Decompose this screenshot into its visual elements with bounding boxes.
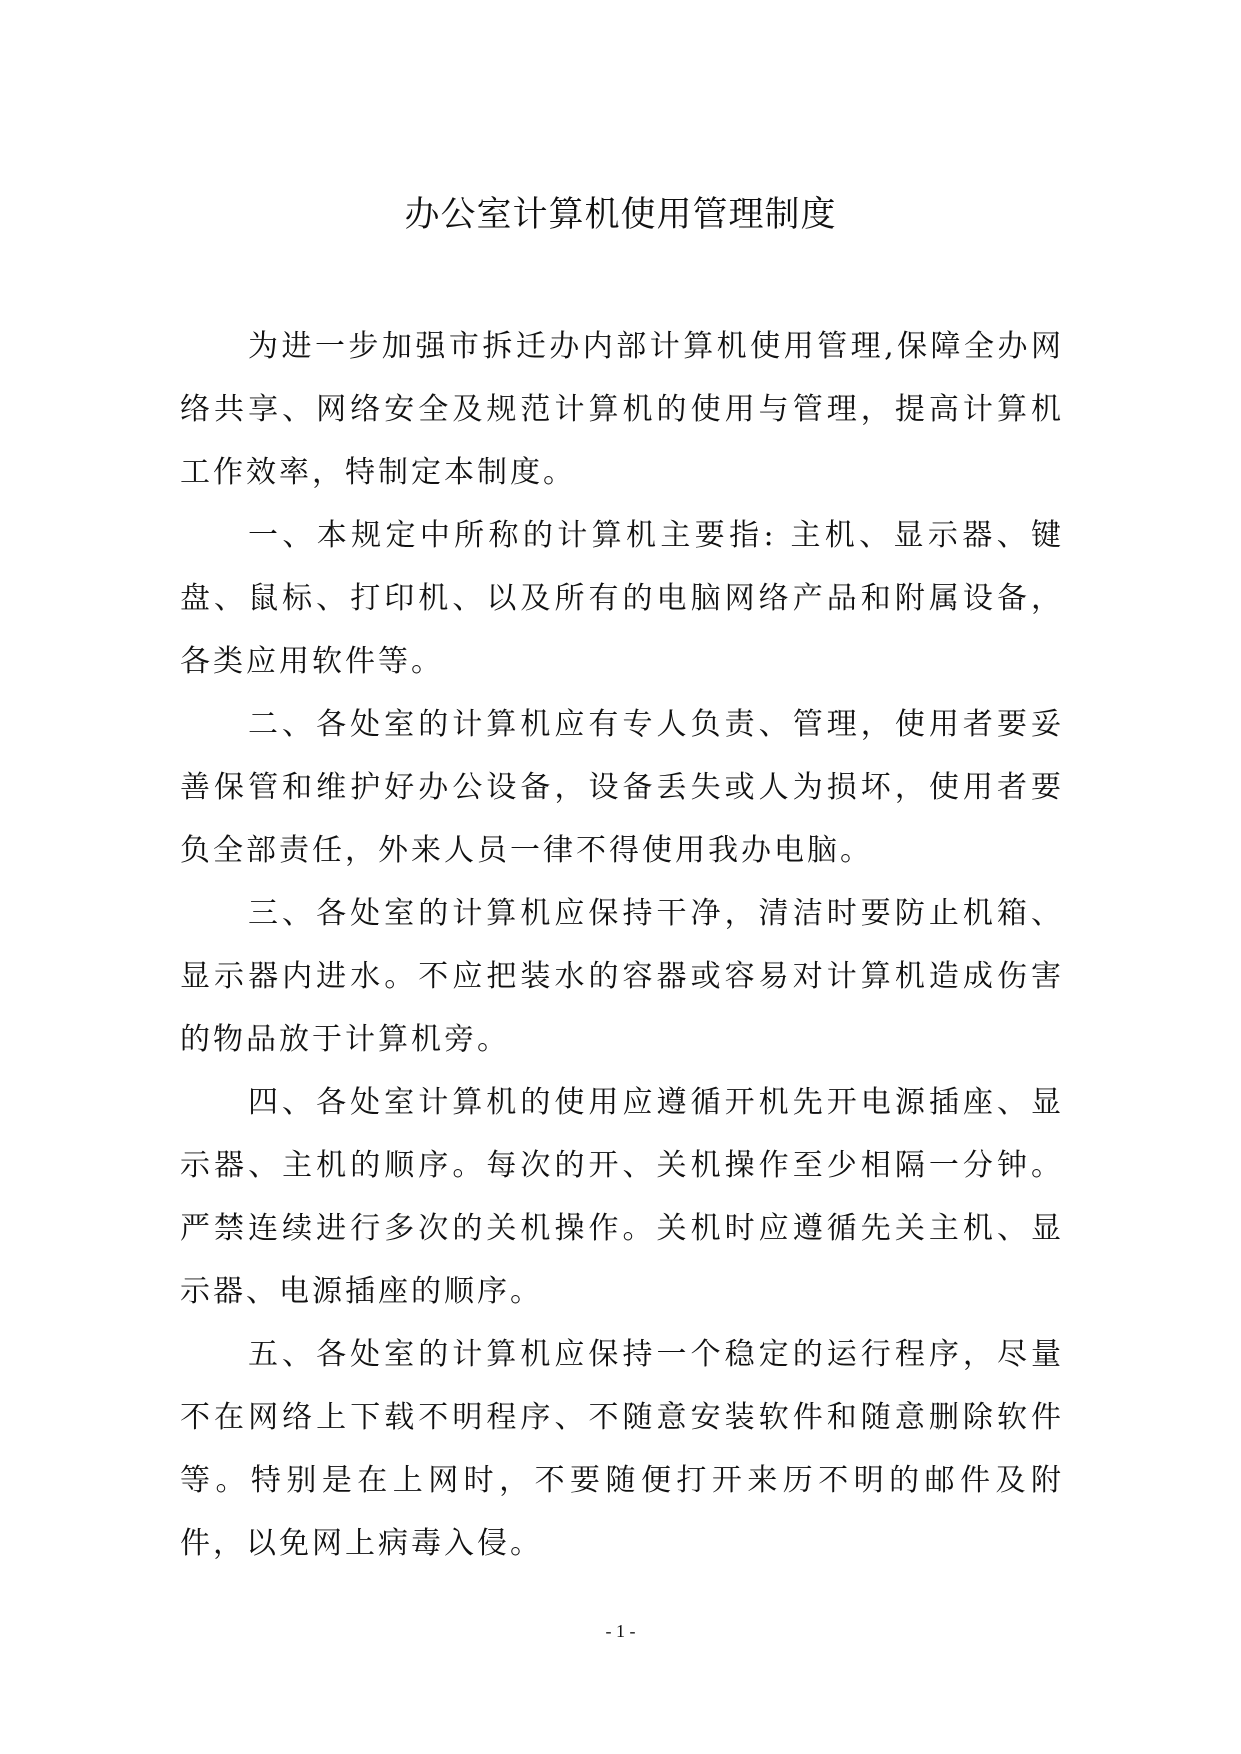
document-body — [180, 315, 1064, 1575]
paragraph-clause-3: 三、各处室的计算机应保持干净，清洁时要防止机箱、显示器内进水。不应把装水的容器或容易对计算机造成伤害的物品放于计算机旁。 — [180, 896, 1064, 1057]
paragraph-clause-4: 四、各处室计算机的使用应遵循开机先开电源插座、显示器、主机的顺序。每次的开、关机操作至少相隔一分钟。严禁连续进行多次的关机操作。关机时应遵循先关主机、显示器、电源插座的顺序。 — [180, 1085, 1064, 1309]
paragraph-intro: 为进一步加强市拆迁办内部计算机使用管理,保障全办网络共享、网络安全及规范计算机的使用与管理，提高计算机工作效率，特制定本制度。 — [180, 329, 1064, 490]
paragraph-clause-5: 五、各处室的计算机应保持一个稳定的运行程序，尽量不在网络上下载不明程序、不随意安装软件和随意删除软件等。特别是在上网时，不要随便打开来历不明的邮件及附件，以免网上病毒入侵。 — [180, 1337, 1064, 1561]
paragraph-clause-1: 一、本规定中所称的计算机主要指: 主机、显示器、键盘、鼠标、打印机、以及所有的电脑网络产品和附属设备，各类应用软件等。 — [180, 518, 1064, 679]
paragraph-clause-2: 二、各处室的计算机应有专人负责、管理，使用者要妥善保管和维护好办公设备，设备丢失或人为损坏，使用者要负全部责任，外来人员一律不得使用我办电脑。 — [180, 707, 1064, 868]
document-title: 办公室计算机使用管理制度 — [404, 195, 837, 235]
page-number: - 1 - — [605, 1621, 636, 1641]
